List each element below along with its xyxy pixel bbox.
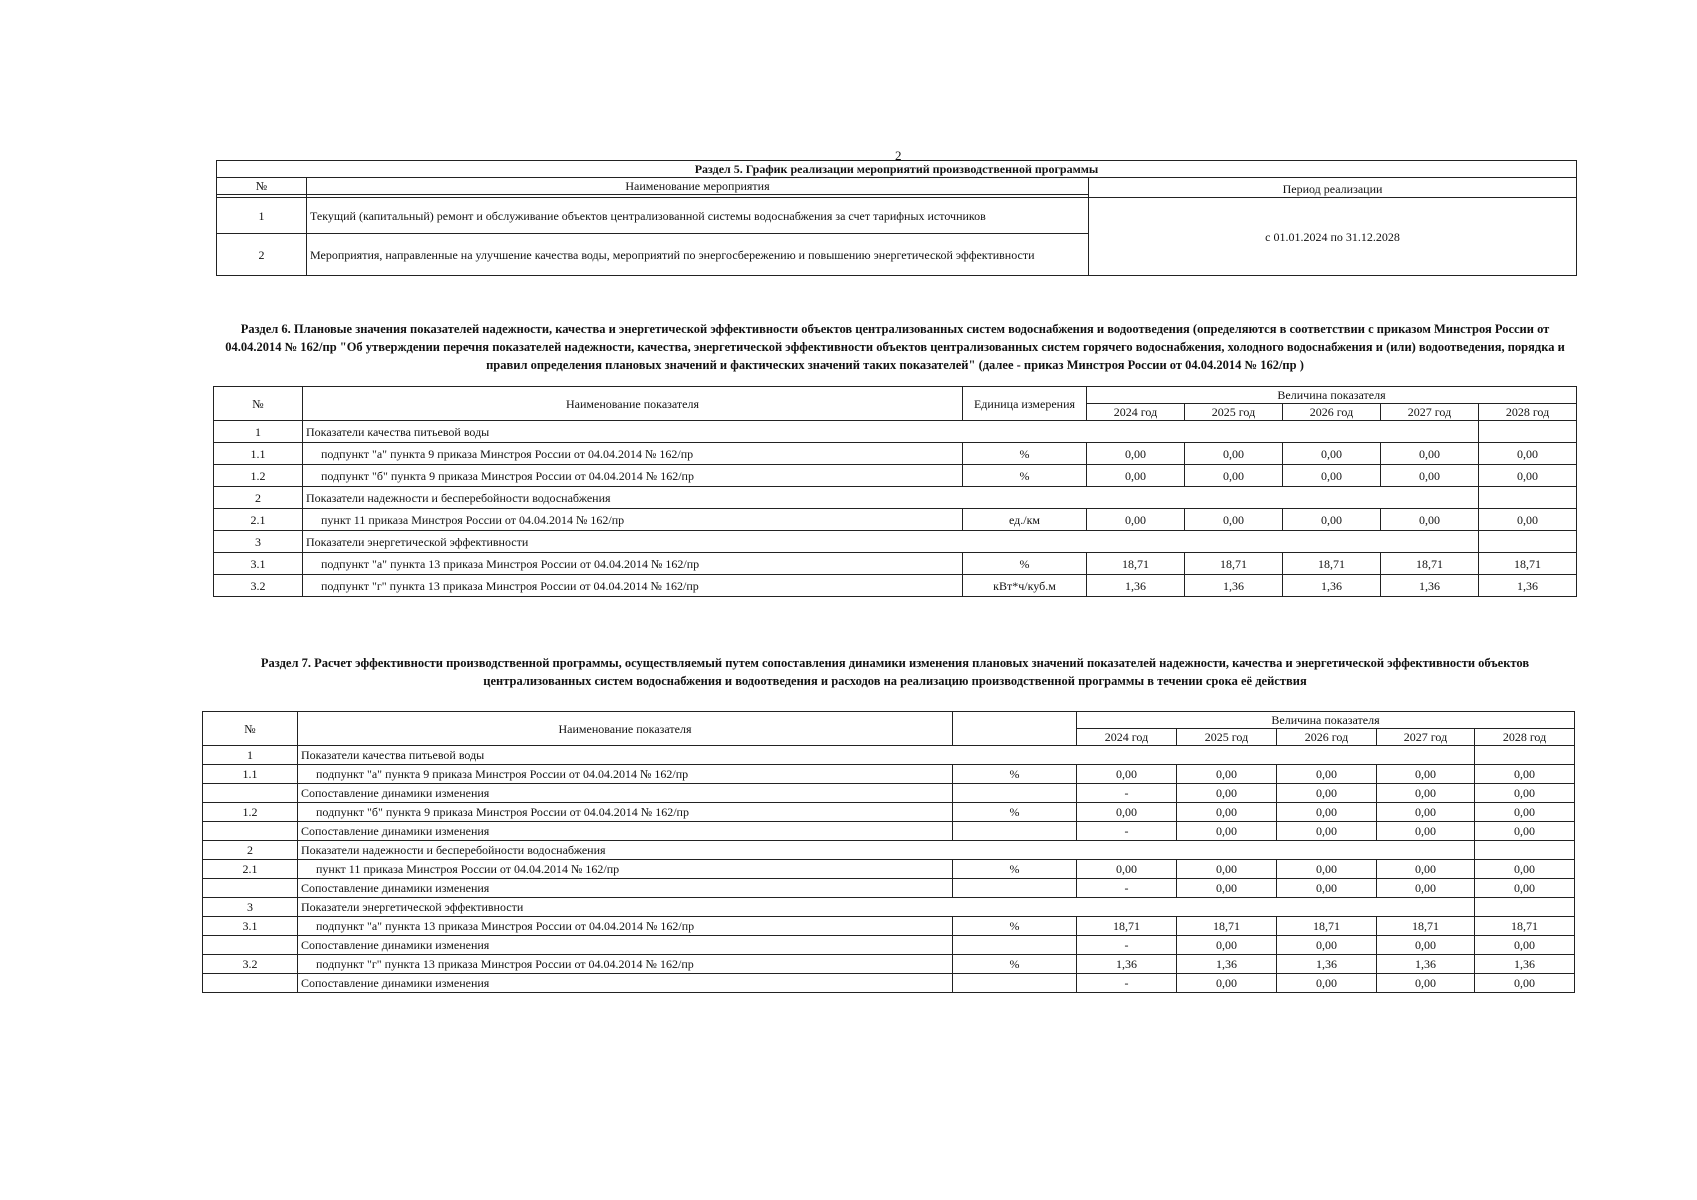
section6-empty-cell <box>1479 421 1577 443</box>
section7-row-value: 0,00 <box>1377 765 1475 784</box>
table-row <box>214 421 1577 443</box>
section6-row-value: 0,00 <box>1381 443 1479 465</box>
section7-row-name: Сопоставление динамики изменения <box>298 936 953 955</box>
section7-row-value: 0,00 <box>1377 803 1475 822</box>
section7-row-value: 0,00 <box>1277 860 1377 879</box>
section7-row-num: 2.1 <box>203 860 298 879</box>
section6-group-name: Показатели качества питьевой воды <box>303 421 1479 443</box>
section6-row-unit: % <box>963 465 1087 487</box>
section6-row-value: 0,00 <box>1283 509 1381 531</box>
section7-row-value: 18,71 <box>1277 917 1377 936</box>
section6-row-value: 18,71 <box>1185 553 1283 575</box>
section5-row-name: Мероприятия, направленные на улучшение качества воды, мероприятий по энергосбережению и повышению энергетической эффективности <box>307 234 1089 276</box>
section6-year-header: 2026 год <box>1283 404 1381 421</box>
section7-row-unit: % <box>953 860 1077 879</box>
section7-row-num <box>203 784 298 803</box>
section6-row-value: 0,00 <box>1479 465 1577 487</box>
table-row <box>214 509 1577 531</box>
section7-row-num <box>203 974 298 993</box>
section6-title: Раздел 6. Плановые значения показателей надежности, качества и энергетической эффективности объектов централизованных систем водоснабжения и водоотведения (определяются в соответствии с приказом Минстроя России от 04.04.2014 № 162/пр "Об утверждении перечня показателей надежности, качества, энергетической эффективности объектов централизованных систем горячего водоснабжения, холодного водоснабжения и (или) водоотведения, порядка и правил определения плановых значений и фактических значений таких показателей" (далее - приказ Минстроя России от 04.04.2014 № 162/пр ) <box>225 322 1565 372</box>
section7-row-value: 0,00 <box>1177 974 1277 993</box>
table-row <box>214 487 1577 509</box>
section7-col-unit <box>953 712 1077 746</box>
section5-title: Раздел 5. График реализации мероприятий производственной программы <box>217 161 1577 178</box>
section6-row-value: 0,00 <box>1381 509 1479 531</box>
section7-row-value: 0,00 <box>1277 936 1377 955</box>
section6-row-value: 1,36 <box>1185 575 1283 597</box>
section7-row-value: - <box>1077 822 1177 841</box>
section7-group-name: Показатели качества питьевой воды <box>298 746 1475 765</box>
table-row <box>203 841 1575 860</box>
section7-group-name: Показатели надежности и бесперебойности водоснабжения <box>298 841 1475 860</box>
section5-table <box>216 160 1577 276</box>
table-row <box>214 465 1577 487</box>
section7-row-value: 0,00 <box>1177 879 1277 898</box>
section7-row-name: Сопоставление динамики изменения <box>298 879 953 898</box>
table-row <box>203 822 1575 841</box>
section7-row-name: пункт 11 приказа Минстроя России от 04.04.2014 № 162/пр <box>298 860 953 879</box>
section7-row-name: подпункт "а" пункта 9 приказа Минстроя России от 04.04.2014 № 162/пр <box>298 765 953 784</box>
section7-row-value: 0,00 <box>1177 822 1277 841</box>
section5-col-name: Наименование мероприятия <box>307 178 1089 195</box>
section7-row-value: 0,00 <box>1475 974 1575 993</box>
section7-row-unit <box>953 784 1077 803</box>
section5-row-name: Текущий (капитальный) ремонт и обслуживание объектов централизованной системы водоснабжения за счет тарифных источников <box>307 198 1089 234</box>
section7-row-num: 3 <box>203 898 298 917</box>
page-number: 2 <box>895 148 902 163</box>
section7-row-value: 18,71 <box>1475 917 1575 936</box>
section7-row-value: 0,00 <box>1077 860 1177 879</box>
section6-row-name: подпункт "а" пункта 13 приказа Минстроя России от 04.04.2014 № 162/пр <box>303 553 963 575</box>
section6-row-value: 1,36 <box>1087 575 1185 597</box>
table-row <box>203 879 1575 898</box>
section6-row-value: 0,00 <box>1087 465 1185 487</box>
section7-row-value: 0,00 <box>1475 879 1575 898</box>
section6-row-value: 0,00 <box>1479 443 1577 465</box>
section5-row-num: 2 <box>217 234 307 276</box>
section7-year-header: 2028 год <box>1475 729 1575 746</box>
section7-row-value: 1,36 <box>1077 955 1177 974</box>
section6-table <box>213 386 1577 597</box>
section7-year-header: 2027 год <box>1377 729 1475 746</box>
section6-row-value: 0,00 <box>1087 509 1185 531</box>
section7-row-value: 0,00 <box>1377 784 1475 803</box>
section7-row-num: 1.2 <box>203 803 298 822</box>
section7-row-value: 0,00 <box>1177 803 1277 822</box>
section7-col-num: № <box>203 712 298 746</box>
section7-row-name: подпункт "г" пункта 13 приказа Минстроя России от 04.04.2014 № 162/пр <box>298 955 953 974</box>
section7-row-value: 0,00 <box>1077 765 1177 784</box>
section7-row-value: 0,00 <box>1177 936 1277 955</box>
section7-empty-cell <box>1475 841 1575 860</box>
section7-row-value: 1,36 <box>1177 955 1277 974</box>
section6-empty-cell <box>1479 487 1577 509</box>
section6-row-unit: % <box>963 443 1087 465</box>
section6-group-name: Показатели надежности и бесперебойности водоснабжения <box>303 487 1479 509</box>
section6-col-name: Наименование показателя <box>303 387 963 421</box>
section7-row-value: 0,00 <box>1475 765 1575 784</box>
section6-row-value: 1,36 <box>1381 575 1479 597</box>
section7-row-value: 0,00 <box>1277 784 1377 803</box>
section7-row-unit: % <box>953 803 1077 822</box>
section7-row-num <box>203 879 298 898</box>
section7-title: Раздел 7. Расчет эффективности производственной программы, осуществляемый путем сопоставления динамики изменения плановых значений показателей надежности, качества и энергетической эффективности объектов централизованных систем водоснабжения и водоотведения и расходов на реализацию производственной программы в течении срока её действия <box>260 656 1530 688</box>
section6-row-value: 0,00 <box>1479 509 1577 531</box>
section6-row-num: 3.2 <box>214 575 303 597</box>
section6-row-value: 18,71 <box>1381 553 1479 575</box>
table-row <box>203 746 1575 765</box>
section7-row-unit: % <box>953 765 1077 784</box>
section7-row-value: 0,00 <box>1377 860 1475 879</box>
section6-row-value: 18,71 <box>1283 553 1381 575</box>
section7-row-value: 0,00 <box>1277 822 1377 841</box>
section6-row-value: 0,00 <box>1185 443 1283 465</box>
section7-row-num: 1 <box>203 746 298 765</box>
section7-row-value: 0,00 <box>1475 860 1575 879</box>
section7-row-unit <box>953 879 1077 898</box>
section7-empty-cell <box>1475 898 1575 917</box>
section6-row-num: 2 <box>214 487 303 509</box>
section7-row-value: 0,00 <box>1377 879 1475 898</box>
section7-row-value: 0,00 <box>1177 784 1277 803</box>
table-row <box>214 443 1577 465</box>
table-row <box>203 860 1575 879</box>
section6-col-value: Величина показателя <box>1087 387 1577 404</box>
section6-year-header: 2025 год <box>1185 404 1283 421</box>
section7-row-unit: % <box>953 955 1077 974</box>
section7-row-value: - <box>1077 879 1177 898</box>
section7-row-name: подпункт "а" пункта 13 приказа Минстроя России от 04.04.2014 № 162/пр <box>298 917 953 936</box>
section6-row-num: 1 <box>214 421 303 443</box>
table-row <box>203 936 1575 955</box>
section7-row-value: 1,36 <box>1277 955 1377 974</box>
section7-row-value: 1,36 <box>1377 955 1475 974</box>
section7-row-unit <box>953 822 1077 841</box>
section7-row-value: 0,00 <box>1377 936 1475 955</box>
section7-row-value: 1,36 <box>1475 955 1575 974</box>
table-row <box>203 974 1575 993</box>
section6-row-value: 18,71 <box>1087 553 1185 575</box>
section7-group-name: Показатели энергетической эффективности <box>298 898 1475 917</box>
section7-row-num: 1.1 <box>203 765 298 784</box>
section6-year-header: 2024 год <box>1087 404 1185 421</box>
section7-year-header: 2024 год <box>1077 729 1177 746</box>
section7-row-name: Сопоставление динамики изменения <box>298 784 953 803</box>
section7-row-value: 0,00 <box>1277 879 1377 898</box>
section7-row-value: 0,00 <box>1475 784 1575 803</box>
table-row <box>203 955 1575 974</box>
section7-row-value: - <box>1077 974 1177 993</box>
section6-row-value: 18,71 <box>1479 553 1577 575</box>
section7-table <box>202 711 1575 993</box>
section7-row-unit: % <box>953 917 1077 936</box>
section7-row-value: 0,00 <box>1475 936 1575 955</box>
section7-row-value: 0,00 <box>1077 803 1177 822</box>
table-row <box>214 531 1577 553</box>
section7-row-value: 18,71 <box>1177 917 1277 936</box>
section6-row-value: 0,00 <box>1185 465 1283 487</box>
section7-row-value: 0,00 <box>1177 860 1277 879</box>
section7-row-num: 3.1 <box>203 917 298 936</box>
section7-row-name: подпункт "б" пункта 9 приказа Минстроя России от 04.04.2014 № 162/пр <box>298 803 953 822</box>
section7-row-value: 0,00 <box>1377 822 1475 841</box>
section6-group-name: Показатели энергетической эффективности <box>303 531 1479 553</box>
section6-year-header: 2027 год <box>1381 404 1479 421</box>
section7-row-value: 18,71 <box>1377 917 1475 936</box>
section7-row-num: 2 <box>203 841 298 860</box>
section7-row-value: - <box>1077 936 1177 955</box>
table-row <box>214 553 1577 575</box>
table-row <box>203 765 1575 784</box>
section6-row-num: 3 <box>214 531 303 553</box>
section5-row-num: 1 <box>217 198 307 234</box>
section7-row-unit <box>953 936 1077 955</box>
section7-row-num <box>203 936 298 955</box>
section5-col-num: № <box>217 178 307 195</box>
section6-col-num: № <box>214 387 303 421</box>
section6-row-value: 0,00 <box>1087 443 1185 465</box>
section6-row-num: 3.1 <box>214 553 303 575</box>
section6-empty-cell <box>1479 531 1577 553</box>
section6-row-name: подпункт "а" пункта 9 приказа Минстроя России от 04.04.2014 № 162/пр <box>303 443 963 465</box>
section7-col-name: Наименование показателя <box>298 712 953 746</box>
section6-row-name: подпункт "б" пункта 9 приказа Минстроя России от 04.04.2014 № 162/пр <box>303 465 963 487</box>
section7-row-value: 0,00 <box>1475 803 1575 822</box>
section7-row-value: 0,00 <box>1177 765 1277 784</box>
section6-row-num: 1.2 <box>214 465 303 487</box>
section6-row-value: 0,00 <box>1381 465 1479 487</box>
section6-row-name: пункт 11 приказа Минстроя России от 04.04.2014 № 162/пр <box>303 509 963 531</box>
section6-row-name: подпункт "г" пункта 13 приказа Минстроя России от 04.04.2014 № 162/пр <box>303 575 963 597</box>
section6-row-value: 1,36 <box>1479 575 1577 597</box>
section7-empty-cell <box>1475 746 1575 765</box>
table-row <box>203 803 1575 822</box>
section7-year-header: 2026 год <box>1277 729 1377 746</box>
section6-row-value: 0,00 <box>1185 509 1283 531</box>
section7-row-value: 0,00 <box>1377 974 1475 993</box>
section6-row-unit: % <box>963 553 1087 575</box>
section6-row-unit: ед./км <box>963 509 1087 531</box>
table-row <box>214 575 1577 597</box>
section7-row-name: Сопоставление динамики изменения <box>298 822 953 841</box>
section7-row-unit <box>953 974 1077 993</box>
section7-row-name: Сопоставление динамики изменения <box>298 974 953 993</box>
section7-year-header: 2025 год <box>1177 729 1277 746</box>
section7-row-num <box>203 822 298 841</box>
section6-row-num: 2.1 <box>214 509 303 531</box>
section7-row-value: 0,00 <box>1277 765 1377 784</box>
section7-row-value: 18,71 <box>1077 917 1177 936</box>
section7-row-value: 0,00 <box>1277 803 1377 822</box>
section7-row-value: 0,00 <box>1277 974 1377 993</box>
section6-row-value: 0,00 <box>1283 443 1381 465</box>
section7-row-value: 0,00 <box>1475 822 1575 841</box>
section5-col-period: Период реализации <box>1089 178 1577 198</box>
section6-row-value: 0,00 <box>1283 465 1381 487</box>
table-row <box>203 898 1575 917</box>
section6-year-header: 2028 год <box>1479 404 1577 421</box>
section6-col-unit: Единица измерения <box>963 387 1087 421</box>
table-row <box>203 784 1575 803</box>
section7-row-num: 3.2 <box>203 955 298 974</box>
section6-row-num: 1.1 <box>214 443 303 465</box>
section6-row-value: 1,36 <box>1283 575 1381 597</box>
table-row <box>203 917 1575 936</box>
section5-period: с 01.01.2024 по 31.12.2028 <box>1089 198 1577 276</box>
section6-row-unit: кВт*ч/куб.м <box>963 575 1087 597</box>
section7-col-value: Величина показателя <box>1077 712 1575 729</box>
section7-row-value: - <box>1077 784 1177 803</box>
